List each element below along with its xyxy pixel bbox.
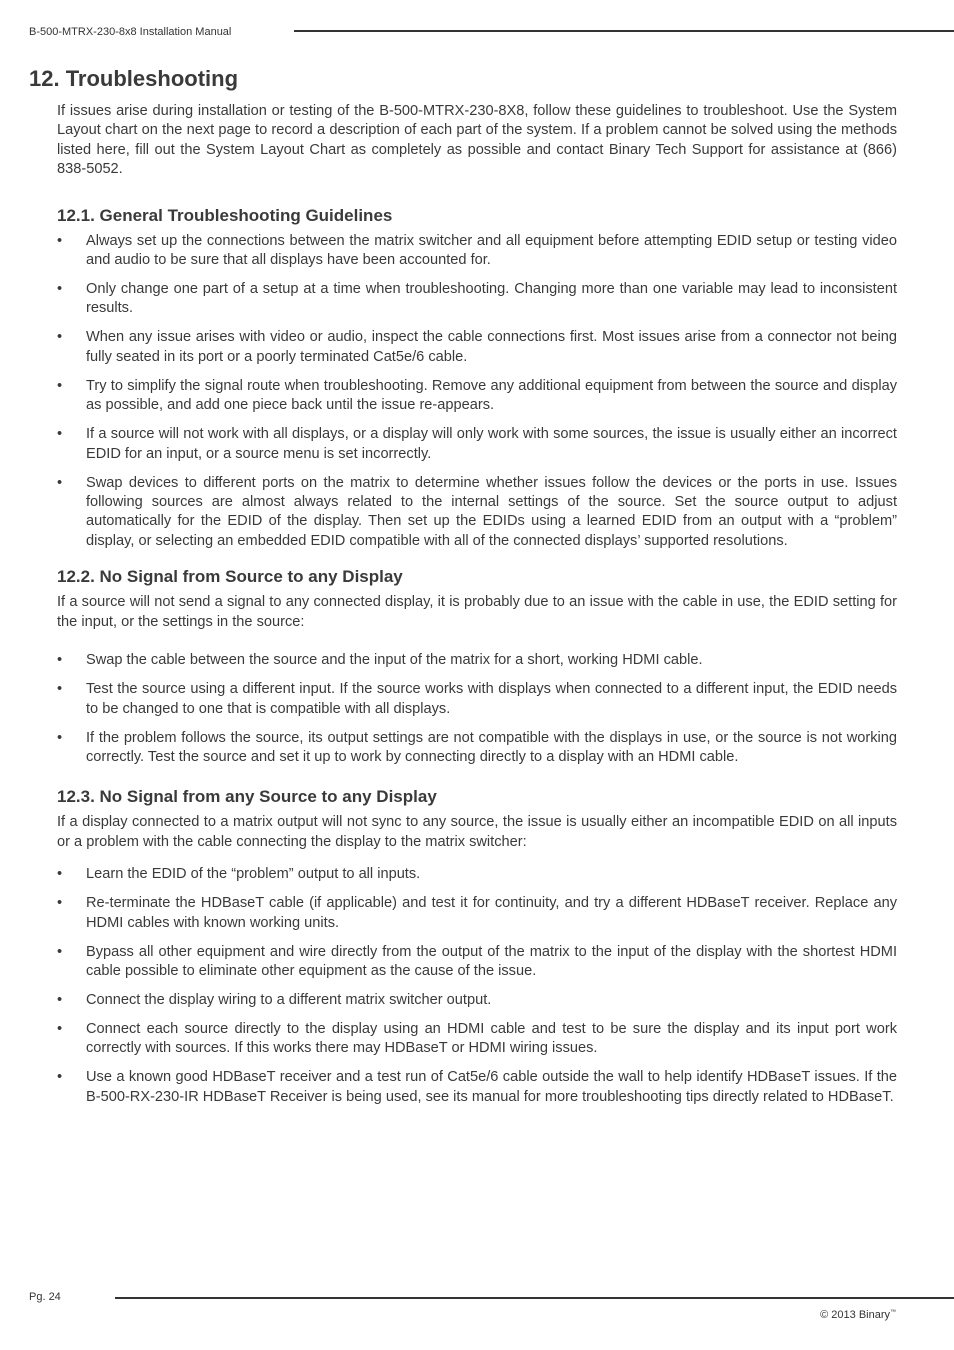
header-title: B-500-MTRX-230-8x8 Installation Manual [29,26,232,38]
list-item: • Connect each source directly to the display using an HDMI cable and test to be sure the display and its input port work correctly with sources. If this works there may HDBaseT or HDMI wiring issues. [57,1020,897,1057]
list-item: • Bypass all other equipment and wire directly from the output of the matrix to the input of the display with the shortest HDMI cable possible to eliminate other equipment as the cause of the issue. [57,943,897,979]
bullet-icon: • [57,866,63,883]
bullet-icon: • [57,232,63,249]
bullet-icon: • [57,991,63,1008]
copyright: © 2013 Binary™ [820,1309,896,1321]
bullet-icon: • [57,426,63,443]
bullet-list-no-signal-source [57,651,897,767]
bullet-icon: • [57,329,63,346]
section-title: 12. Troubleshooting [29,66,239,91]
subsection-intro-no-signal-source: If a source will not send a signal to any connected display, it is probably due to an issue with the cable in use, the EDID setting for the input, or the settings in the source: [57,594,897,630]
bullet-icon: • [57,474,63,491]
bullet-icon: • [57,729,63,746]
trademark-mark: ™ [890,1309,896,1316]
list-item: • When any issue arises with video or audio, inspect the cable connections first. Most issues arise from a connector not being fully seated in its port or a poorly terminated Cat5e/6 cable. [57,329,897,365]
subsection-title-general: 12.1. General Troubleshooting Guidelines [57,205,393,225]
list-item: • Learn the EDID of the “problem” output to all inputs. [57,865,897,884]
header-rule [294,30,954,32]
bullet-icon: • [57,681,63,698]
list-item: • Use a known good HDBaseT receiver and a test run of Cat5e/6 cable outside the wall to help identify HDBaseT issues. If the B-500-RX-230-IR HDBaseT Receiver is being used, see its manual for more troubleshooting tips directly related to HDBaseT. [57,1069,897,1105]
list-item: • Swap the cable between the source and the input of the matrix for a short, working HDMI cable. [57,651,897,670]
subsection-title-no-signal-any: 12.3. No Signal from any Source to any Display [57,787,437,807]
bullet-icon: • [57,895,63,912]
bullet-icon: • [57,1020,63,1037]
page-number: Pg. 24 [29,1291,61,1303]
footer-rule [115,1297,954,1299]
bullet-icon: • [57,281,63,298]
bullet-icon: • [57,1069,63,1086]
bullet-list-no-signal-any [57,865,897,1107]
list-item: • Swap devices to different ports on the matrix to determine whether issues follow the devices or the ports in use. Issues following sources are almost always related to the internal settings of the source. Set the source output to adjust automatically for the EDID of the display. Then set up the EDIDs using a learned EDID from an output with a “problem” display, or selecting an embedded EDID compatible with all of the connected displays’ supported resolutions. [57,474,897,549]
page-content [57,102,897,1117]
section-intro: If issues arise during installation or testing of the B-500-MTRX-230-8X8, follow these guidelines to troubleshoot. Use the System Layout chart on the next page to record a description of each part of the system. If a problem cannot be solved using the methods listed here, fill out the System Layout Chart as completely as possible and contact Binary Tech Support for assistance at (866) 838-5052. [57,103,897,178]
bullet-icon: • [57,943,63,960]
list-item: • Always set up the connections between the matrix switcher and all equipment before attempting EDID setup or testing video and audio to be sure that all displays have been accounted for. [57,232,897,269]
list-item: • Try to simplify the signal route when troubleshooting. Remove any additional equipment from between the source and display as possible, and add one piece back until the issue re-appears. [57,377,897,414]
subsection-title-no-signal-source: 12.2. No Signal from Source to any Display [57,567,403,587]
bullet-list-general [57,232,897,552]
list-item: • Test the source using a different input. If the source works with displays when connected to a different input, the EDID needs to be changed to one that is compatible with all displays. [57,681,897,717]
list-item: • If the problem follows the source, its output settings are not compatible with the displays in use, or the source is not working correctly. Test the source and set it up to work by connecting directly to a display with an HDMI cable. [57,729,897,765]
list-item: • Re-terminate the HDBaseT cable (if applicable) and test it for continuity, and try a different HDBaseT receiver. Replace any HDMI cables with known working units. [57,895,897,931]
bullet-icon: • [57,652,63,669]
subsection-intro-no-signal-any: If a display connected to a matrix output will not sync to any source, the issue is usually either an incompatible EDID on all inputs or a problem with the cable connecting the display to the matrix switcher: [57,814,897,850]
list-item: • Only change one part of a setup at a time when troubleshooting. Changing more than one variable may lead to inconsistent results. [57,281,897,317]
list-item: • If a source will not work with all displays, or a display will only work with some sources, the issue is usually either an incorrect EDID for an input, or a source menu is set incorrectly. [57,426,897,462]
list-item: • Connect the display wiring to a different matrix switcher output. [57,991,897,1010]
bullet-icon: • [57,377,63,394]
